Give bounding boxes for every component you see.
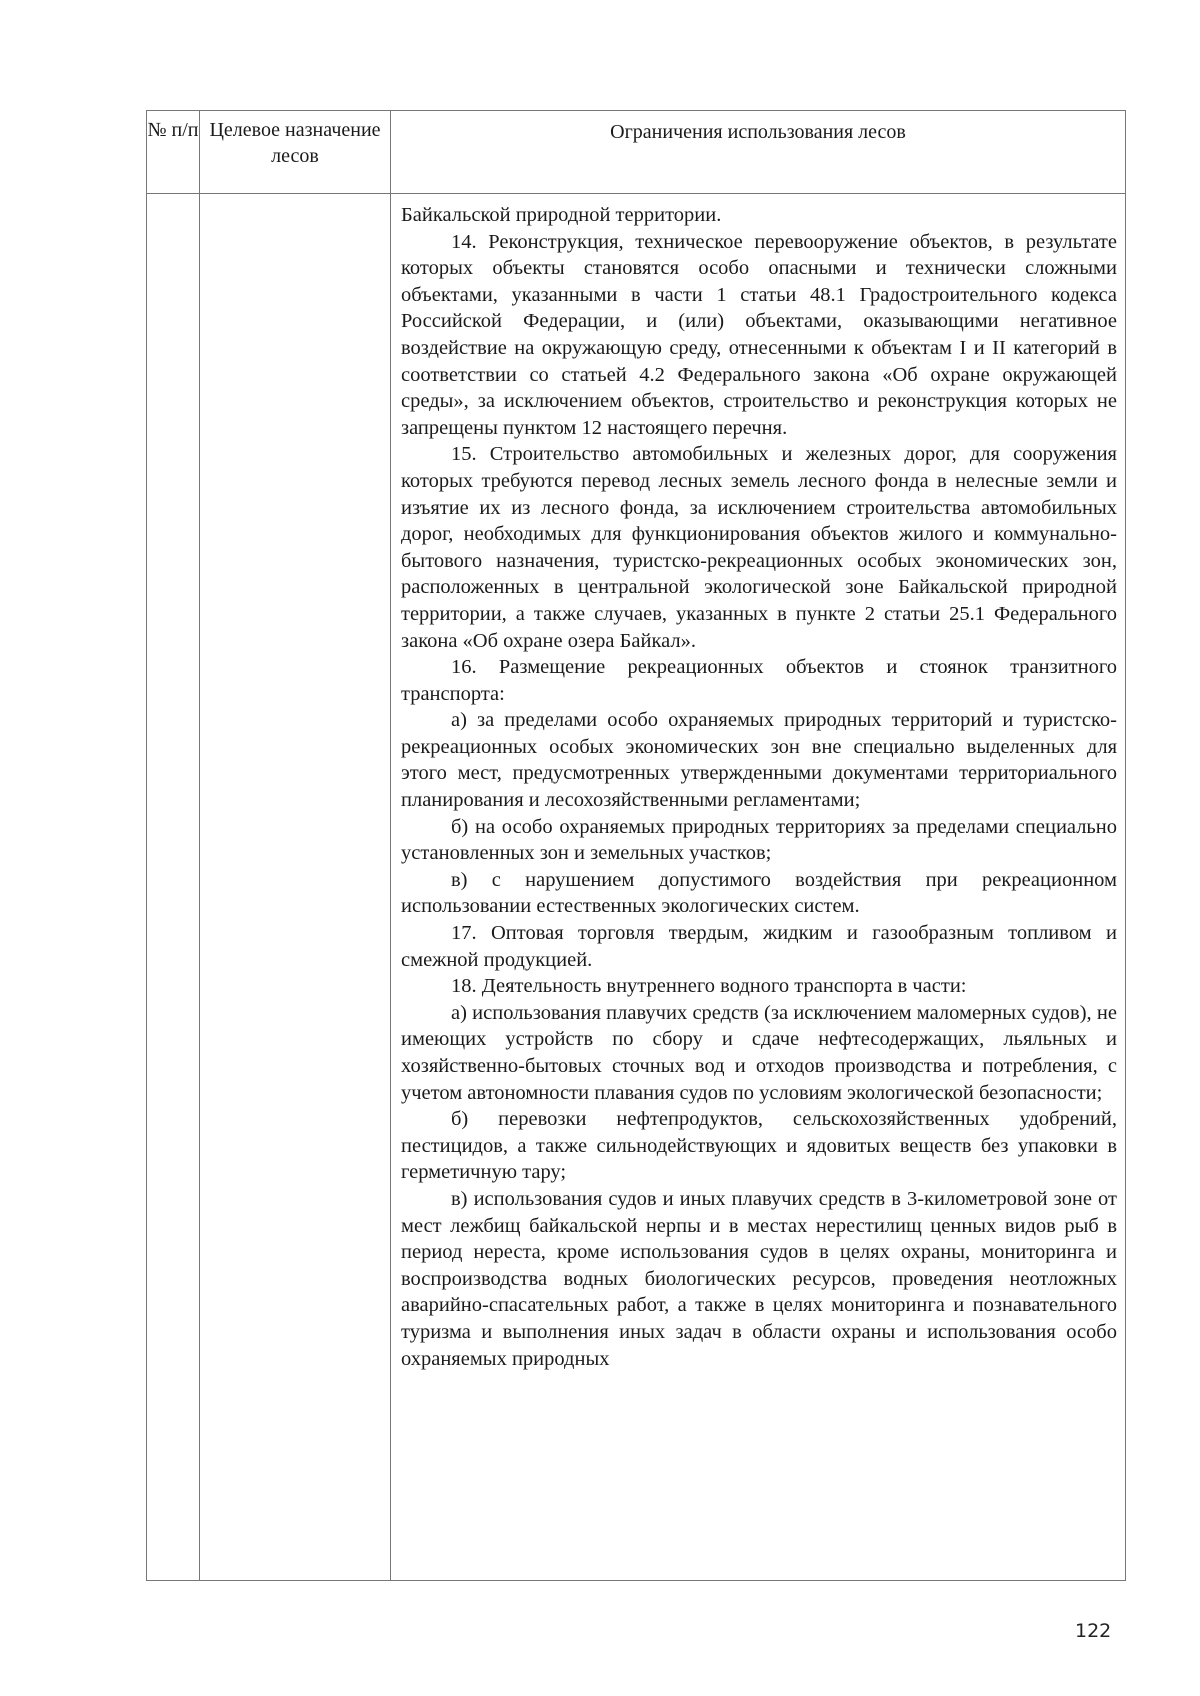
paragraph-3: 16. Размещение рекреационных объектов и стоянок транзитного транспорта: bbox=[401, 656, 1117, 705]
paragraph-11: в) использования судов и иных плавучих средств в 3-километровой зоне от мест лежбищ байкальской нерпы и в местах нерестилищ ценных видов рыб в период нереста, кроме использования судов в целях охраны, мониторинга и воспроизводства водных биологических ресурсов, проведения неотложных аварийно-спасательных работ, а также в целях мониторинга и познавательного туризма и выполнения иных задач в области охраны и использования особо охраняемых природных bbox=[401, 1187, 1117, 1370]
header-col-restrictions-label: Ограничения использования лесов bbox=[610, 121, 906, 143]
paragraph-9: а) использования плавучих средств (за исключением маломерных судов), не имеющих устройств по сбору и сдаче нефтесодержащих, льяльных и хозяйственно-бытовых сточных вод и отходов производства и потребления, с учетом автономности плавания судов по условиям экологической безопасности; bbox=[401, 1001, 1117, 1104]
paragraph-4: а) за пределами особо охраняемых природных территорий и туристско-рекреационных особых экономических зон вне специально выделенных для этого мест, предусмотренных утвержденными документами территориального планирования и лесохозяйственными регламентами; bbox=[401, 709, 1117, 812]
restrictions-table bbox=[146, 110, 1126, 1581]
paragraph-5: б) на особо охраняемых природных территориях за пределами специально установленных зон и земельных участков; bbox=[401, 815, 1117, 865]
header-col-purpose bbox=[200, 111, 391, 194]
page-number: 122 bbox=[1075, 1620, 1112, 1642]
cell-restrictions bbox=[391, 194, 1126, 1581]
header-col-number bbox=[147, 111, 200, 194]
paragraph-0: Байкальской природной территории. bbox=[401, 204, 722, 226]
paragraph-1: 14. Реконструкция, техническое перевооружение объектов, в результате которых объекты становятся особо опасными и технически сложными объектами, указанными в части 1 статьи 48.1 Градостроительного кодекса Российской Федерации, и (или) объектами, оказывающими негативное воздействие на окружающую среду, отнесенными к объектам I и II категорий в соответствии со статьей 4.2 Федерального закона «Об охране окружающей среды», за исключением объектов, строительство и реконструкция которых не запрещены пунктом 12 настоящего перечня. bbox=[401, 230, 1117, 439]
header-col-number-label: № п/п bbox=[147, 119, 199, 141]
table-row bbox=[147, 194, 1126, 1581]
cell-purpose bbox=[200, 194, 391, 1581]
paragraph-2: 15. Строительство автомобильных и железных дорог, для сооружения которых требуются перевод лесных земель лесного фонда в нелесные земли и изъятие их из лесного фонда, за исключением строительства автомобильных дорог, необходимых для функционирования объектов жилого и коммунально-бытового назначения, туристско-рекреационных особых экономических зон, расположенных в центральной экологической зоне Байкальской природной территории, а также случаев, указанных в пункте 2 статьи 25.1 Федерального закона «Об охране озера Байкал». bbox=[401, 443, 1117, 652]
header-col-purpose-label: Целевое назначение лесов bbox=[209, 119, 381, 167]
paragraph-8: 18. Деятельность внутреннего водного транспорта в части: bbox=[451, 975, 967, 998]
paragraph-10: б) перевозки нефтепродуктов, сельскохозяйственных удобрений, пестицидов, а также сильнодействующих и ядовитых веществ без упаковки в герметичную тару; bbox=[401, 1108, 1117, 1184]
paragraph-7: 17. Оптовая торговля твердым, жидким и газообразным топливом и смежной продукцией. bbox=[401, 922, 1117, 971]
paragraph-6: в) с нарушением допустимого воздействия при рекреационном использовании естественных экологических систем. bbox=[401, 868, 1117, 918]
table-header-row bbox=[147, 111, 1126, 194]
header-col-restrictions bbox=[391, 111, 1126, 194]
cell-number bbox=[147, 194, 200, 1581]
